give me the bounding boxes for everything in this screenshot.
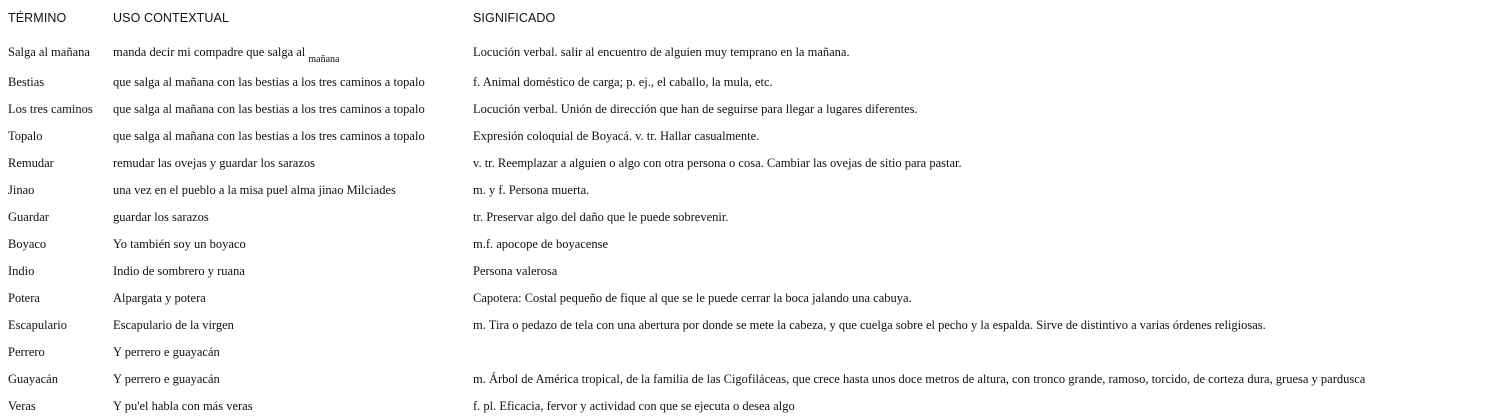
usage-cell: Yo también soy un boyaco — [113, 237, 246, 251]
usage-cell: Y pu'el habla con más veras — [113, 399, 253, 413]
header-term: TÉRMINO — [8, 10, 67, 25]
usage-cell: Y perrero e guayacán — [113, 372, 220, 386]
term-cell: Los tres caminos — [8, 102, 93, 116]
meaning-cell: m. y f. Persona muerta. — [473, 183, 590, 197]
term-cell: Topalo — [8, 129, 43, 143]
usage-cell: una vez en el pueblo a la misa puel alma jinao Milciades — [113, 183, 396, 197]
usage-cell: Indio de sombrero y ruana — [113, 264, 245, 278]
usage-cell: remudar las ovejas y guardar los sarazos — [113, 156, 316, 170]
header-usage: USO CONTEXTUAL — [113, 10, 229, 25]
table-row — [0, 123, 1497, 150]
usage-subscript: mañana — [308, 53, 340, 65]
term-cell: Salga al mañana — [8, 45, 90, 59]
table-row — [0, 36, 1497, 69]
term-cell: Indio — [8, 264, 35, 278]
usage-cell: Y perrero e guayacán — [113, 345, 220, 359]
usage-cell: Escapulario de la virgen — [113, 318, 234, 332]
meaning-cell: f. pl. Eficacia, fervor y actividad con que se ejecuta o desea algo — [473, 399, 795, 413]
term-cell: Boyaco — [8, 237, 47, 251]
meaning-cell: v. tr. Reemplazar a alguien o algo con otra persona o cosa. Cambiar las ovejas de sitio para pastar. — [473, 156, 962, 170]
term-cell: Remudar — [8, 156, 54, 170]
term-cell: Guayacán — [8, 372, 58, 386]
meaning-cell: m.f. apocope de boyacense — [473, 237, 609, 251]
meaning-cell: Persona valerosa — [473, 264, 558, 278]
term-cell: Perrero — [8, 345, 45, 359]
table-row — [0, 339, 1497, 366]
table-row — [0, 69, 1497, 96]
table-row — [0, 150, 1497, 177]
usage-cell: que salga al mañana con las bestias a los tres caminos a topalo — [113, 129, 425, 143]
meaning-cell: tr. Preservar algo del daño que le puede sobrevenir. — [473, 210, 729, 224]
table-row — [0, 258, 1497, 285]
meaning-cell: Expresión coloquial de Boyacá. v. tr. Hallar casualmente. — [473, 129, 760, 143]
usage-cell: que salga al mañana con las bestias a los tres caminos a topalo — [113, 102, 425, 116]
meaning-cell: Locución verbal. salir al encuentro de alguien muy temprano en la mañana. — [473, 45, 850, 59]
table-row — [0, 393, 1497, 420]
meaning-cell: f. Animal doméstico de carga; p. ej., el caballo, la mula, etc. — [473, 75, 773, 89]
term-cell: Potera — [8, 291, 40, 305]
table-row — [0, 285, 1497, 312]
header-meaning: SIGNIFICADO — [473, 10, 556, 25]
meaning-cell: Locución verbal. Unión de dirección que han de seguirse para llegar a lugares diferentes. — [473, 102, 918, 116]
term-cell: Bestias — [8, 75, 45, 89]
term-cell: Escapulario — [8, 318, 68, 332]
usage-cell: guardar los sarazos — [113, 210, 209, 224]
meaning-cell: m. Tira o pedazo de tela con una abertura por donde se mete la cabeza, y que cuelga sobre el pecho y la espalda. Sirve de distintivo a varias órdenes religiosas. — [473, 318, 1266, 332]
table-row — [0, 312, 1497, 339]
table-row — [0, 177, 1497, 204]
term-cell: Veras — [8, 399, 36, 413]
usage-cell: Alpargata y potera — [113, 291, 206, 305]
meaning-cell: Capotera: Costal pequeño de fique al que se le puede cerrar la boca jalando una cabuya. — [473, 291, 912, 305]
usage-cell: que salga al mañana con las bestias a los tres caminos a topalo — [113, 75, 425, 89]
meaning-cell: m. Árbol de América tropical, de la familia de las Cigofiláceas, que crece hasta unos doce metros de altura, con tronco grande, ramoso, torcido, de corteza dura, gruesa y pardusca — [473, 372, 1366, 386]
usage-cell — [105, 36, 465, 69]
meaning-cell — [465, 339, 1497, 366]
term-cell: Jinao — [8, 183, 35, 197]
table-row — [0, 96, 1497, 123]
term-cell: Guardar — [8, 210, 49, 224]
header-row — [0, 0, 1497, 36]
table-row — [0, 366, 1497, 393]
table-row — [0, 231, 1497, 258]
table-row — [0, 204, 1497, 231]
usage-text: manda decir mi compadre que salga al — [113, 44, 306, 59]
